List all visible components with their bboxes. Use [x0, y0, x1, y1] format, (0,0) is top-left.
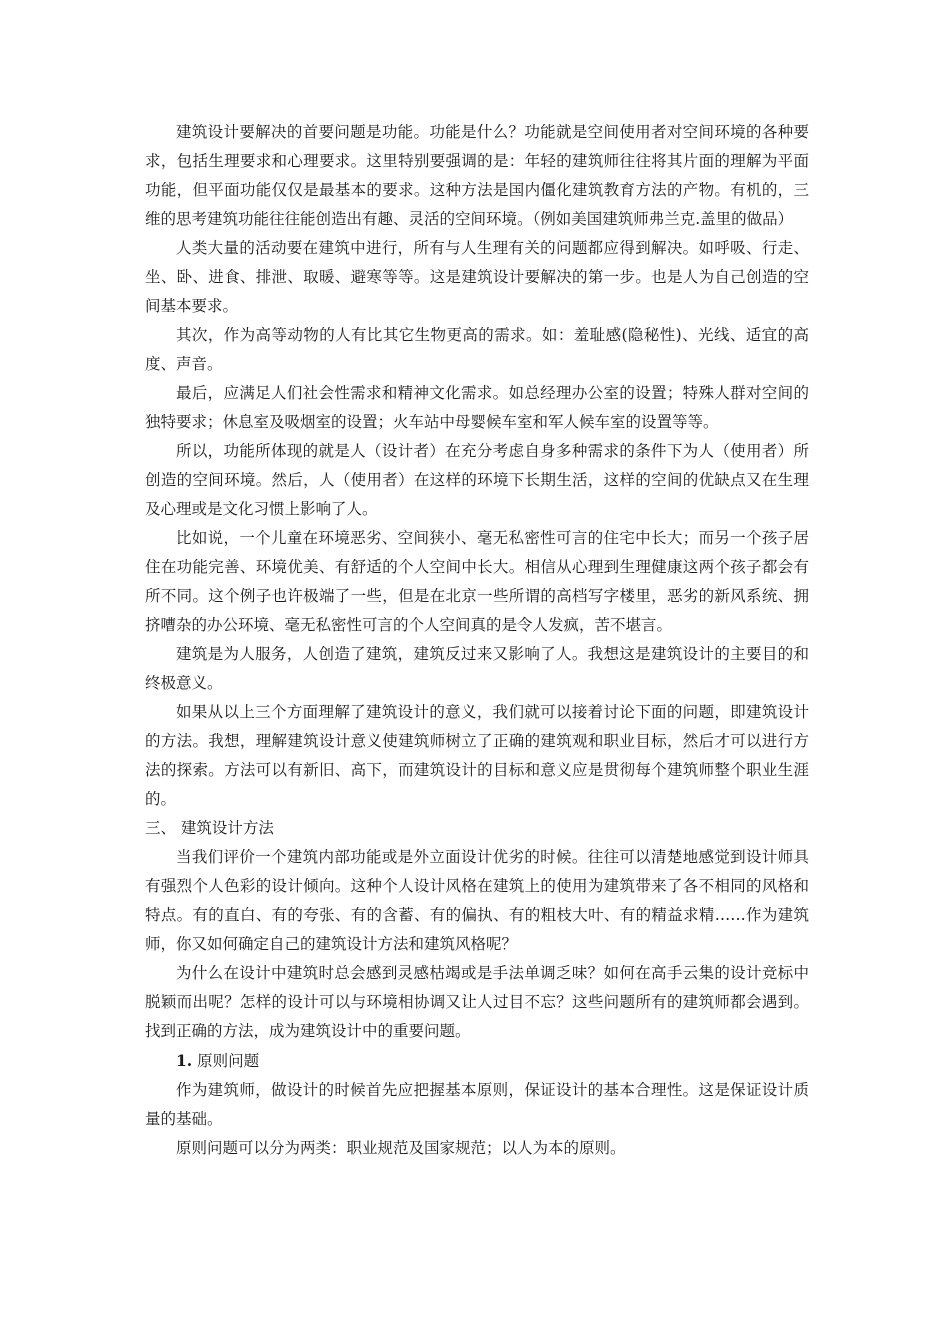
paragraph-higher-needs: 其次，作为高等动物的人有比其它生物更高的需求。如：羞耻感(隐秘性)、光线、适宜的高度、声音。: [145, 326, 809, 373]
paragraph-design-questions: 为什么在设计中建筑时总会感到灵感枯竭或是手法单调乏味？如何在高手云集的设计竞标中脱颖而出呢？怎样的设计可以与环境相协调又让人过目不忘？这些问题所有的建筑师都会遇到。找到正确的方法，成为建筑设计中的重要问题。: [145, 964, 809, 1040]
paragraph-social-needs: 最后，应满足人们社会性需求和精神文化需求。如总经理办公室的设置；特殊人群对空间的独特要求；休息室及吸烟室的设置；火车站中母婴候车室和军人候车室的设置等等。: [145, 384, 809, 431]
paragraph-function-definition: 建筑设计要解决的首要问题是功能。功能是什么？功能就是空间使用者对空间环境的各种要求，包括生理要求和心理要求。这里特别要强调的是：年轻的建筑师往往将其片面的理解为平面功能，但平面功能仅仅是最基本的要求。这种方法是国内僵化建筑教育方法的产物。有机的，三维的思考建筑功能往往能创造出有趣、灵活的空间环境。（例如美国建筑师弗兰克.盖里的做品）: [145, 123, 809, 228]
subsection-heading: [145, 1046, 809, 1076]
paragraph-architecture-purpose: 建筑是为人服务，人创造了建筑，建筑反过来又影响了人。我想这是建筑设计的主要目的和终极意义。: [145, 645, 809, 692]
paragraph-physiological-needs: 人类大量的活动要在建筑中进行，所有与人生理有关的问题都应得到解决。如呼吸、行走、坐、卧、进食、排泄、取暖、避寒等等。这是建筑设计要解决的第一步。也是人为自己创造的空间基本要求。: [145, 239, 809, 315]
paragraph-design-style: 当我们评价一个建筑内部功能或是外立面设计优劣的时候。往往可以清楚地感觉到设计师具有强烈个人色彩的设计倾向。这种个人设计风格在建筑上的使用为建筑带来了各不相同的风格和特点。有的直白、有的夸张、有的含蓄、有的偏执、有的粗枝大叶、有的精益求精……作为建筑师，你又如何确定自己的建筑设计方法和建筑风格呢？: [145, 848, 809, 953]
subsection-title: 原则问题: [192, 1052, 260, 1070]
subsection-number: 1.: [176, 1051, 193, 1070]
paragraph-function-summary: 所以，功能所体现的就是人（设计者）在充分考虑自身多种需求的条件下为人（使用者）所创造的空间环境。然后，人（使用者）在这样的环境下长期生活，这样的空间的优缺点又在生理及心理或是文化习惯上影响了人。: [145, 442, 809, 518]
paragraph-basic-principles: 作为建筑师，做设计的时候首先应把握基本原则，保证设计的基本合理性。这是保证设计质量的基础。: [145, 1081, 809, 1128]
paragraph-child-example: 比如说，一个儿童在环境恶劣、空间狭小、毫无私密性可言的住宅中长大；而另一个孩子居住在功能完善、环境优美、有舒适的个人空间中长大。相信从心理到生理健康这两个孩子都会有所不同。这个例子也许极端了一些，但是在北京一些所谓的高档写字楼里，恶劣的新风系统、拥挤嘈杂的办公环境、毫无私密性可言的个人空间真的是令人发疯，苦不堪言。: [145, 529, 809, 634]
paragraph-principle-types: 原则问题可以分为两类：职业规范及国家规范；以人为本的原则。: [176, 1139, 626, 1157]
document-body: [145, 118, 809, 1163]
paragraph-transition: 如果从以上三个方面理解了建筑设计的意义，我们就可以接着讨论下面的问题，即建筑设计的方法。我想，理解建筑设计意义使建筑师树立了正确的建筑观和职业目标，然后才可以进行方法的探索。方法可以有新旧、高下，而建筑设计的目标和意义应是贯彻每个建筑师整个职业生涯的。: [145, 703, 809, 808]
section-heading: 三、 建筑设计方法: [145, 819, 274, 837]
